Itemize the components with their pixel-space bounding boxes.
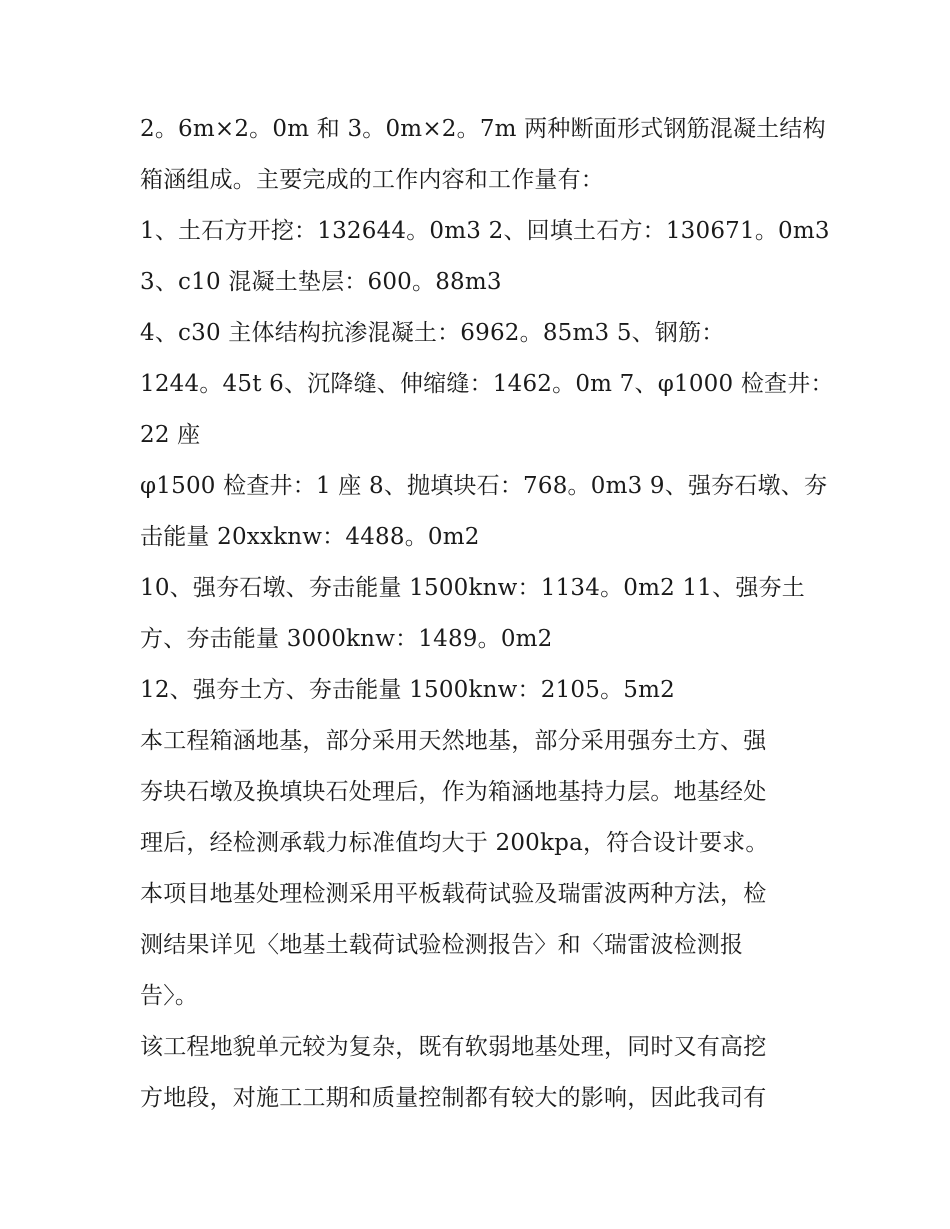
text-line: 1244。45t 6、沉降缝、伸缩缝：1462。0m 7、φ1000 检查井：: [140, 371, 834, 397]
text-line: 该工程地貌单元较为复杂，既有软弱地基处理，同时又有高挖: [140, 1034, 767, 1060]
text-line: 22 座: [140, 422, 201, 448]
text-line: 方、夯击能量 3000knw：1489。0m2: [140, 626, 553, 652]
text-line: 2。6m×2。0m 和 3。0m×2。7m 两种断面形式钢筋混凝土结构: [140, 116, 826, 142]
text-line: 夯块石墩及换填块石处理后，作为箱涵地基持力层。地基经处: [140, 779, 767, 805]
text-line: 测结果详见〈地基土载荷试验检测报告〉和〈瑞雷波检测报: [140, 932, 744, 958]
text-line: 箱涵组成。主要完成的工作内容和工作量有：: [140, 167, 604, 193]
text-line: 理后，经检测承载力标准值均大于 200kpa，符合设计要求。: [140, 830, 769, 856]
text-line: 12、强夯土方、夯击能量 1500knw：2105。5m2: [140, 677, 675, 703]
text-line: 3、c10 混凝土垫层：600。88m3: [140, 269, 502, 295]
text-line: 击能量 20xxknw：4488。0m2: [140, 524, 480, 550]
text-line: 1、土石方开挖：132644。0m3 2、回填土石方：130671。0m3: [140, 218, 830, 244]
text-line: 本工程箱涵地基，部分采用天然地基，部分采用强夯土方、强: [140, 728, 767, 754]
text-line: 4、c30 主体结构抗渗混凝土：6962。85m3 5、钢筋：: [140, 320, 725, 346]
document-body: [140, 104, 834, 1124]
text-line: 告〉。: [140, 983, 199, 1009]
text-line: φ1500 检查井：1 座 8、抛填块石：768。0m3 9、强夯石墩、夯: [140, 473, 828, 499]
text-line: 10、强夯石墩、夯击能量 1500knw：1134。0m2 11、强夯土: [140, 575, 805, 601]
text-line: 方地段，对施工工期和质量控制都有较大的影响，因此我司有: [140, 1085, 767, 1111]
text-line: 本项目地基处理检测采用平板载荷试验及瑞雷波两种方法，检: [140, 881, 767, 907]
